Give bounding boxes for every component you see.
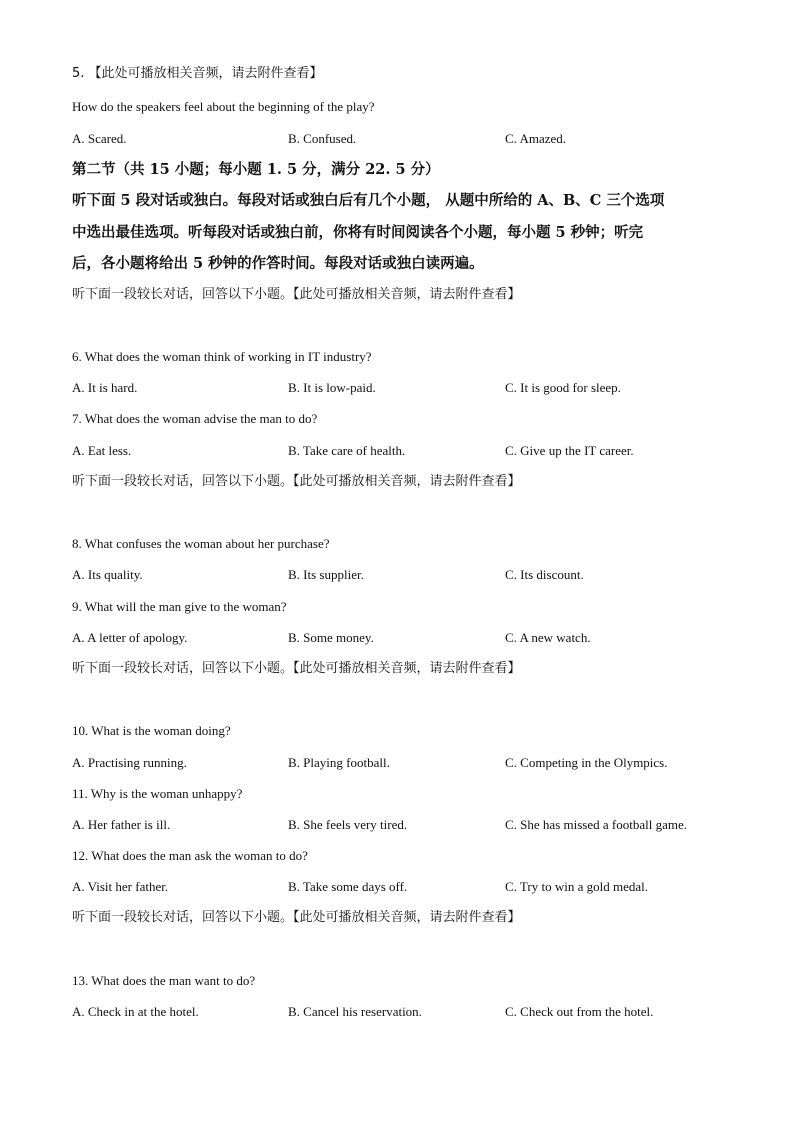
option-b: B. It is low-paid. [288, 380, 376, 395]
option-c: C. A new watch. [505, 630, 591, 645]
option-c: C. Amazed. [505, 131, 567, 146]
question-text: 13. What does the man want to do? [72, 973, 256, 988]
option-a: A. Scared. [72, 131, 127, 146]
option-a: A. Practising running. [72, 755, 187, 770]
option-b: B. She feels very tired. [288, 817, 408, 832]
option-c: C. It is good for sleep. [505, 380, 621, 395]
option-a: A. A letter of apology. [72, 630, 188, 645]
question-text: 6. What does the woman think of working in IT industry? [72, 349, 372, 364]
question-text: 10. What is the woman doing? [72, 723, 231, 738]
q5-question: How do the speakers feel about the beginning of the play? [72, 99, 375, 114]
question-options [72, 380, 732, 396]
option-c: C. Its discount. [505, 567, 584, 582]
option-c: C. Give up the IT career. [505, 443, 634, 458]
option-b: B. Confused. [288, 131, 357, 146]
q5-options [72, 131, 732, 147]
group-audio-note: 听下面一段较长对话，回答以下小题。【此处可播放相关音频，请去附件查看】 [72, 474, 521, 489]
question-options [72, 443, 732, 459]
section-instructions-line-3: 后，各小题将给出 5 秒钟的作答时间。每段对话或独白读两遍。 [72, 255, 484, 272]
option-a: A. Its quality. [72, 567, 143, 582]
option-b: B. Cancel his reservation. [288, 1004, 422, 1019]
group-audio-note: 听下面一段较长对话，回答以下小题。【此处可播放相关音频，请去附件查看】 [72, 910, 521, 925]
option-c: C. Competing in the Olympics. [505, 755, 668, 770]
option-a: A. Visit her father. [72, 879, 169, 894]
question-text: 12. What does the man ask the woman to do? [72, 848, 308, 863]
question-options [72, 817, 732, 833]
section-title: 第二节（共 15 小题；每小题 1. 5 分，满分 22. 5 分） [72, 161, 440, 178]
question-options [72, 879, 732, 895]
option-b: B. Playing football. [288, 755, 390, 770]
option-a: A. Check in at the hotel. [72, 1004, 199, 1019]
question-options [72, 567, 732, 583]
q5-audio-note: 5. 【此处可播放相关音频，请去附件查看】 [72, 66, 323, 81]
question-options [72, 1004, 732, 1020]
question-text: 9. What will the man give to the woman? [72, 599, 287, 614]
question-options [72, 630, 732, 646]
section-instructions-line-1: 听下面 5 段对话或独白。每段对话或独白后有几个小题， 从题中所给的 A、B、C 三个选项 [72, 192, 665, 209]
section-instructions-line-2: 中选出最佳选项。听每段对话或独白前，你将有时间阅读各个小题，每小题 5 秒钟；听完 [72, 224, 644, 241]
option-b: B. Take care of health. [288, 443, 406, 458]
option-b: B. Take some days off. [288, 879, 408, 894]
option-c: C. She has missed a football game. [505, 817, 687, 832]
option-a: A. Her father is ill. [72, 817, 171, 832]
option-b: B. Some money. [288, 630, 374, 645]
option-b: B. Its supplier. [288, 567, 364, 582]
question-text: 11. Why is the woman unhappy? [72, 786, 243, 801]
question-options [72, 755, 732, 771]
option-a: A. Eat less. [72, 443, 132, 458]
option-c: C. Check out from the hotel. [505, 1004, 654, 1019]
question-text: 7. What does the woman advise the man to do? [72, 411, 318, 426]
question-text: 8. What confuses the woman about her purchase? [72, 536, 330, 551]
group-audio-note: 听下面一段较长对话，回答以下小题。【此处可播放相关音频，请去附件查看】 [72, 287, 521, 302]
option-a: A. It is hard. [72, 380, 138, 395]
option-c: C. Try to win a gold medal. [505, 879, 649, 894]
group-audio-note: 听下面一段较长对话，回答以下小题。【此处可播放相关音频，请去附件查看】 [72, 661, 521, 676]
